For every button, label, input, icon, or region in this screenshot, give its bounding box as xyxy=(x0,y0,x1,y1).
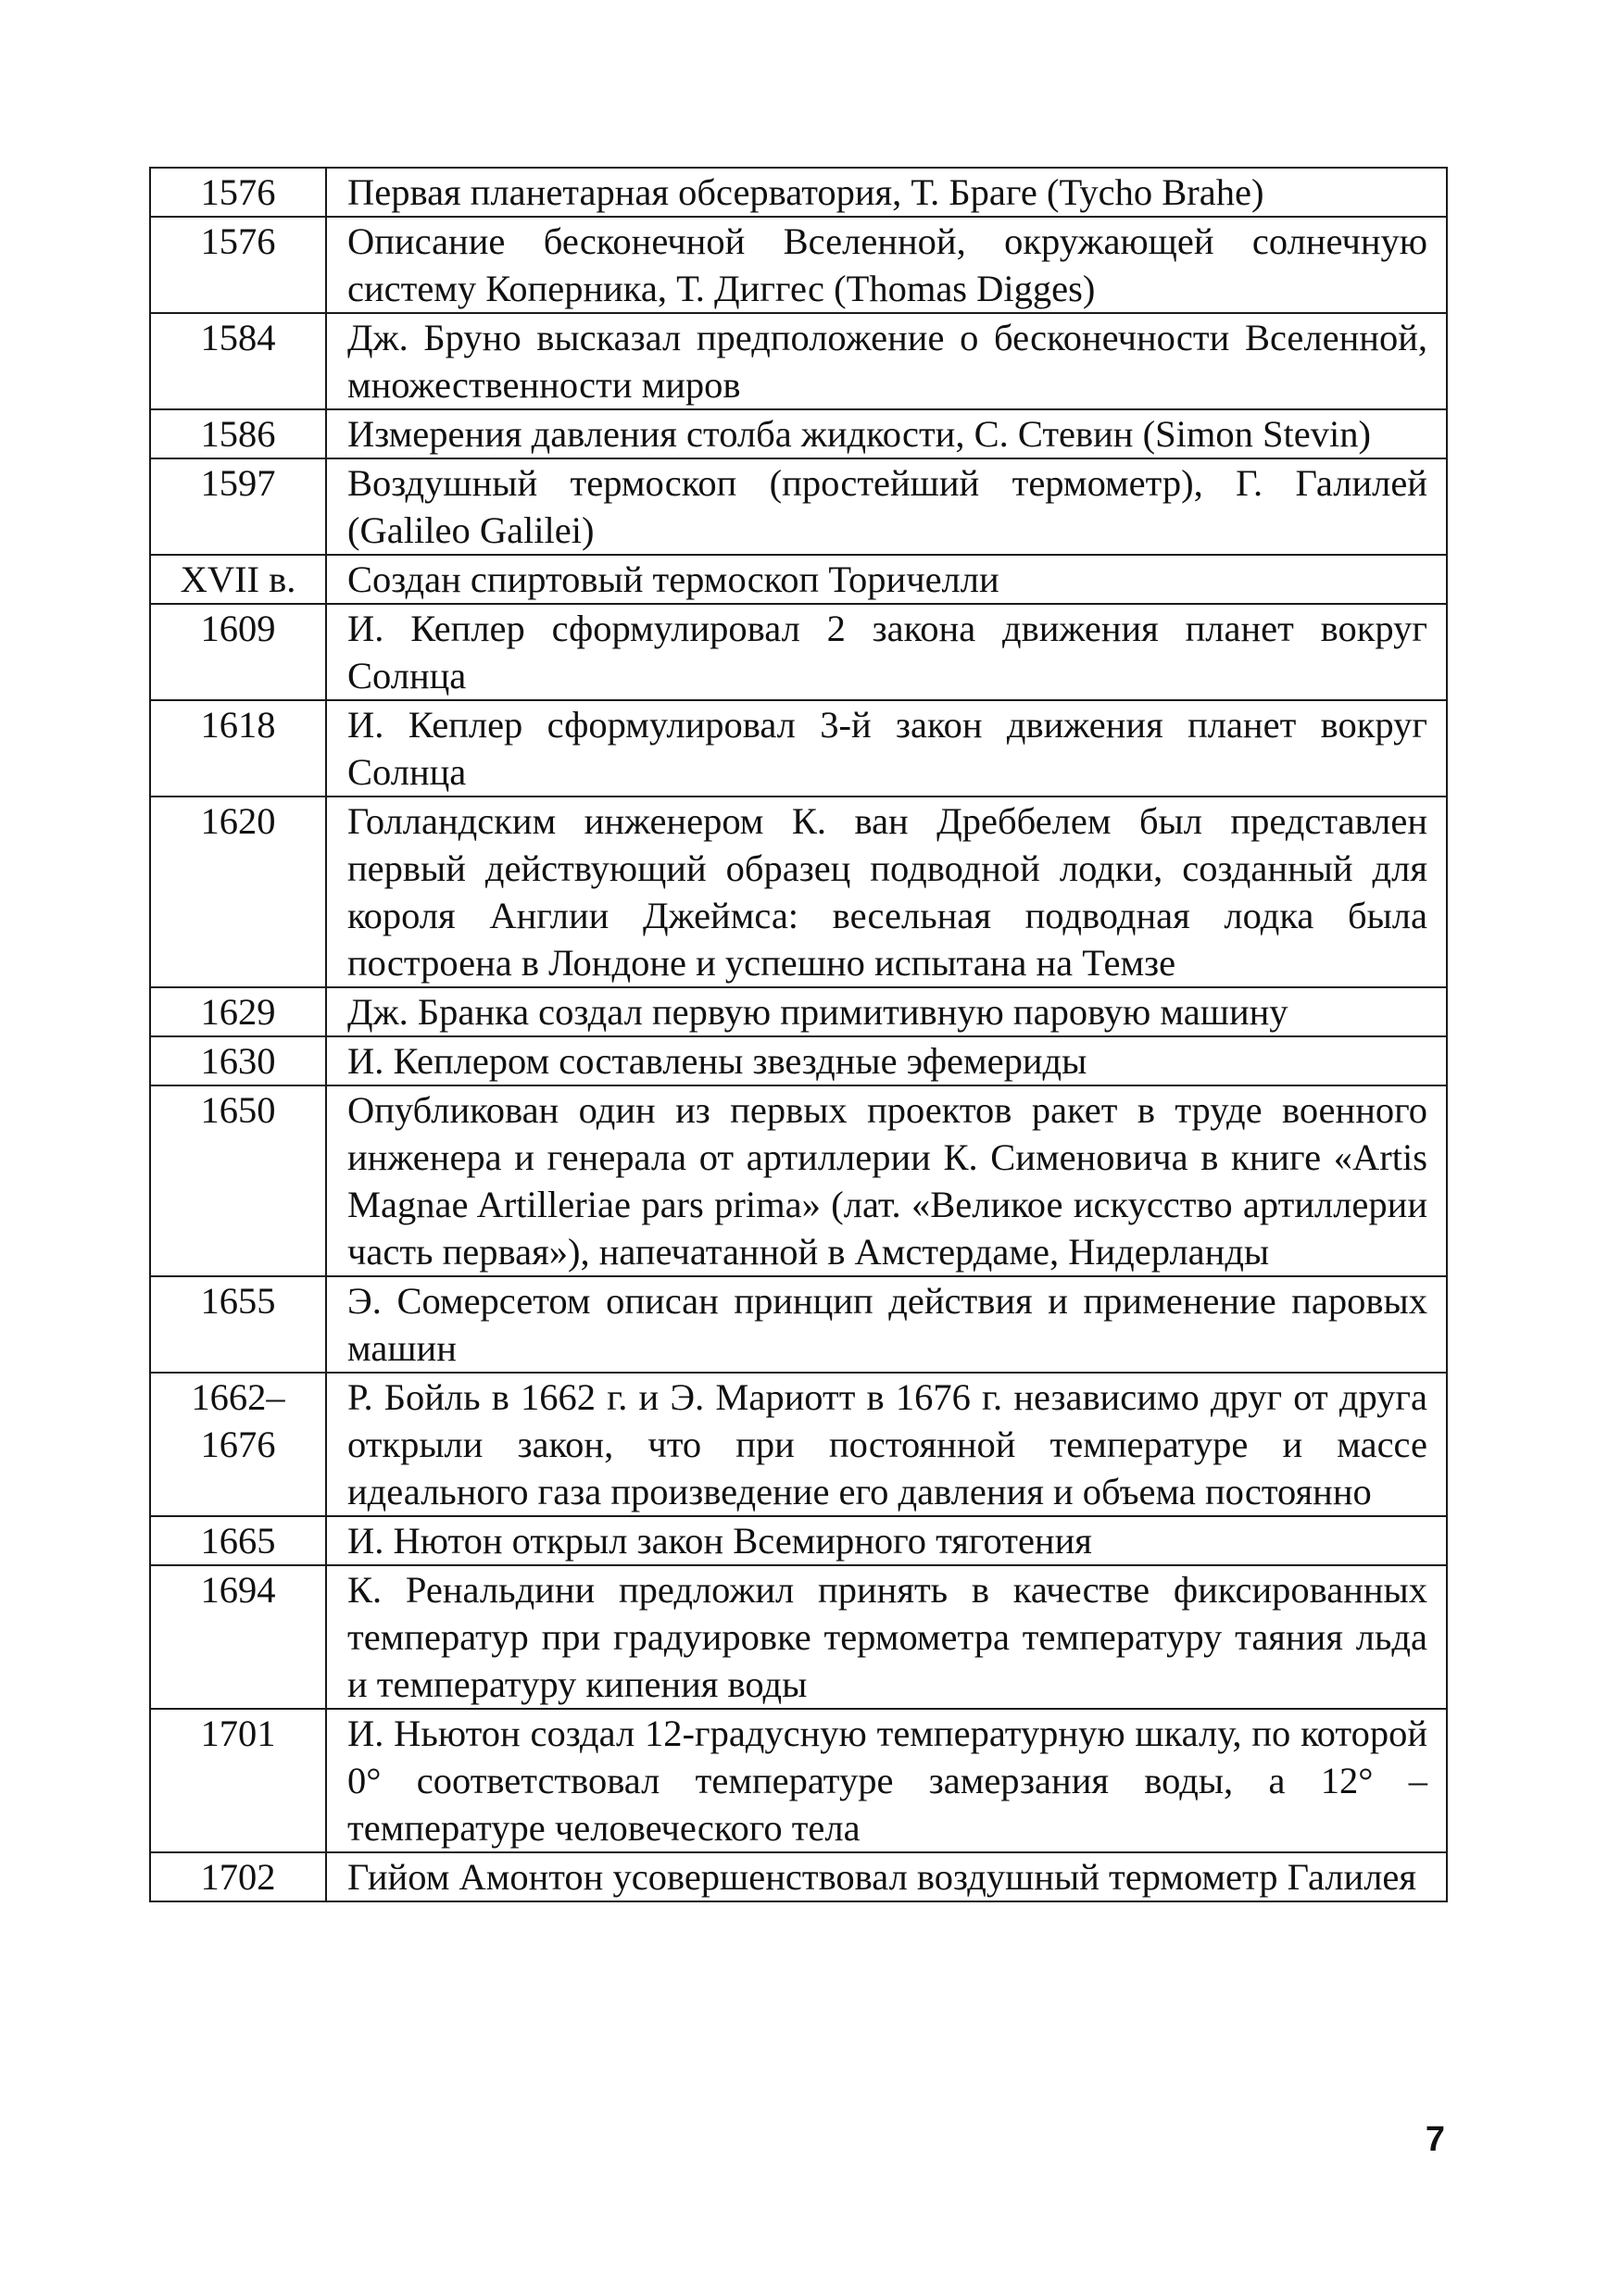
table-row xyxy=(150,313,1447,409)
event-cell: Измерения давления столба жидкости, С. Стевин (Simon Stevin) xyxy=(326,409,1447,458)
year-cell: 1576 xyxy=(150,217,326,313)
event-cell: И. Кеплером составлены звездные эфемериды xyxy=(326,1036,1447,1085)
chronology-table-body xyxy=(150,168,1447,1901)
table-row xyxy=(150,1085,1447,1276)
year-cell: XVII в. xyxy=(150,555,326,604)
year-cell: 1650 xyxy=(150,1085,326,1276)
year-cell: 1597 xyxy=(150,458,326,555)
table-row xyxy=(150,168,1447,217)
event-cell: И. Кеплер сформулировал 3-й закон движения планет вокруг Солнца xyxy=(326,700,1447,797)
year-cell: 1702 xyxy=(150,1852,326,1901)
event-cell: Голландским инженером К. ван Дреббелем был представлен первый действующий образец подводной лодки, созданный для короля Англии Джеймса: весельная подводная лодка была построена в Лондоне и успешно испытана на Темзе xyxy=(326,797,1447,987)
event-cell: Описание бесконечной Вселенной, окружающей солнечную систему Коперника, Т. Диггес (Thomas Digges) xyxy=(326,217,1447,313)
table-row xyxy=(150,604,1447,700)
year-cell: 1618 xyxy=(150,700,326,797)
event-cell: Дж. Бранка создал первую примитивную паровую машину xyxy=(326,987,1447,1036)
event-cell: Э. Сомерсетом описан принцип действия и применение паровых машин xyxy=(326,1276,1447,1373)
event-cell: Опубликован один из первых проектов ракет в труде военного инженера и генерала от артиллерии К. Сименовича в книге «Artis Magnae Artilleriae pars prima» (лат. «Великое искусство артиллерии часть первая»), напечатанной в Амстердаме, Нидерланды xyxy=(326,1085,1447,1276)
event-cell: Первая планетарная обсерватория, Т. Браге (Tycho Brahe) xyxy=(326,168,1447,217)
year-cell: 1701 xyxy=(150,1709,326,1852)
page-number: 7 xyxy=(1425,2120,1445,2159)
event-cell: И. Ньютон создал 12-градусную температурную шкалу, по которой 0° соответствовал температуре замерзания воды, а 12° – температуре человеческого тела xyxy=(326,1709,1447,1852)
table-row xyxy=(150,1276,1447,1373)
table-row xyxy=(150,1516,1447,1565)
table-row xyxy=(150,409,1447,458)
year-cell: 1694 xyxy=(150,1565,326,1709)
event-cell: Дж. Бруно высказал предположение о бесконечности Вселенной, множественности миров xyxy=(326,313,1447,409)
event-cell: Гийом Амонтон усовершенствовал воздушный термометр Галилея xyxy=(326,1852,1447,1901)
table-row xyxy=(150,1709,1447,1852)
table-row xyxy=(150,700,1447,797)
year-cell: 1629 xyxy=(150,987,326,1036)
year-cell: 1609 xyxy=(150,604,326,700)
event-cell: К. Ренальдини предложил принять в качестве фиксированных температур при градуировке термометра температуру таяния льда и температуру кипения воды xyxy=(326,1565,1447,1709)
year-cell: 1662–1676 xyxy=(150,1373,326,1516)
year-cell: 1586 xyxy=(150,409,326,458)
year-cell: 1620 xyxy=(150,797,326,987)
table-row xyxy=(150,555,1447,604)
event-cell: Создан спиртовый термоскоп Торичелли xyxy=(326,555,1447,604)
table-row xyxy=(150,458,1447,555)
table-row xyxy=(150,1373,1447,1516)
event-cell: Воздушный термоскоп (простейший термометр), Г. Галилей (Galileo Galilei) xyxy=(326,458,1447,555)
year-cell: 1584 xyxy=(150,313,326,409)
table-row xyxy=(150,1036,1447,1085)
table-row xyxy=(150,797,1447,987)
table-row xyxy=(150,217,1447,313)
year-cell: 1576 xyxy=(150,168,326,217)
year-cell: 1665 xyxy=(150,1516,326,1565)
table-row xyxy=(150,987,1447,1036)
year-cell: 1655 xyxy=(150,1276,326,1373)
table-row xyxy=(150,1565,1447,1709)
event-cell: И. Кеплер сформулировал 2 закона движения планет вокруг Солнца xyxy=(326,604,1447,700)
table-row xyxy=(150,1852,1447,1901)
event-cell: И. Нютон открыл закон Всемирного тяготения xyxy=(326,1516,1447,1565)
year-cell: 1630 xyxy=(150,1036,326,1085)
chronology-table xyxy=(149,167,1448,1902)
event-cell: Р. Бойль в 1662 г. и Э. Мариотт в 1676 г. независимо друг от друга открыли закон, что при постоянной температуре и массе идеального газа произведение его давления и объема постоянно xyxy=(326,1373,1447,1516)
